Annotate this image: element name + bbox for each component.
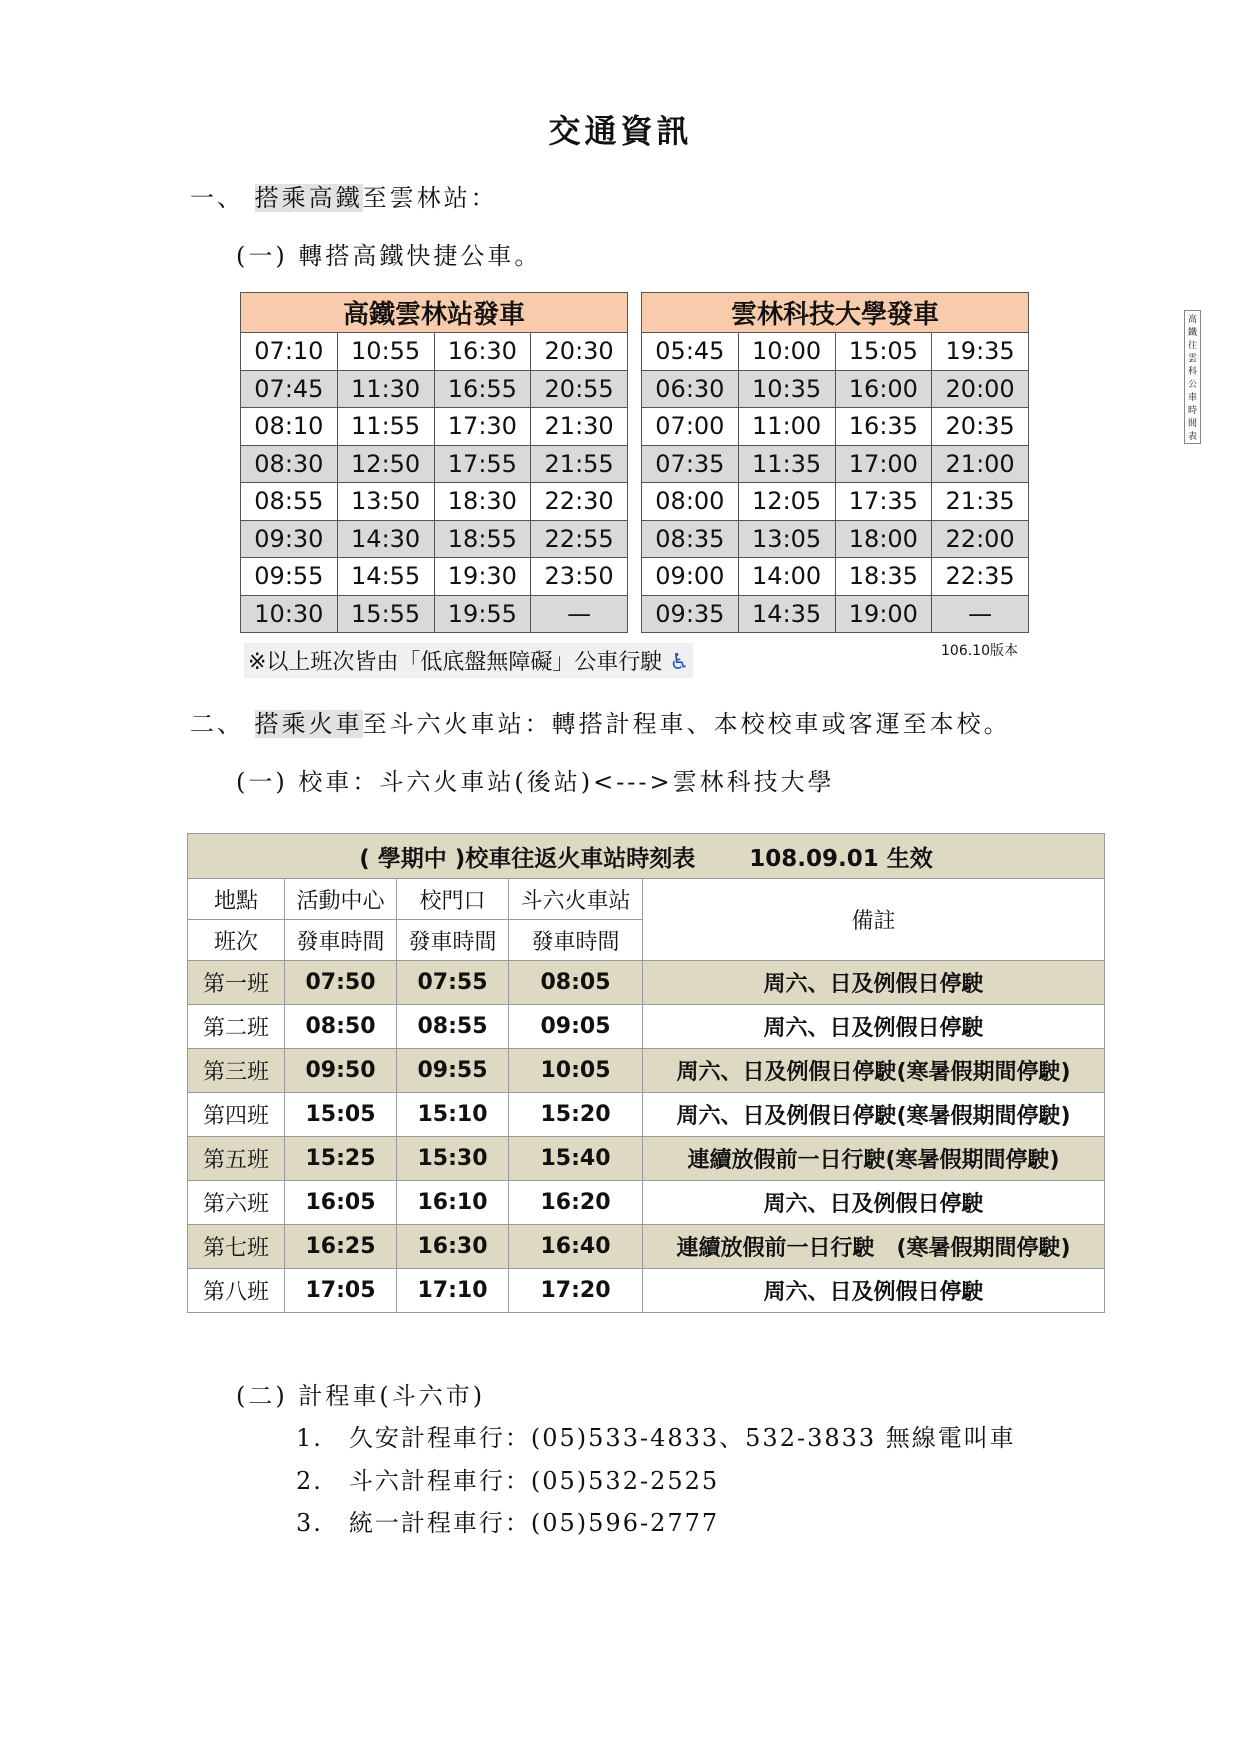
time-cell: 20:30	[531, 333, 628, 371]
taxi-item-2: 2. 斗六計程車行：(05)532-2525	[296, 1467, 720, 1495]
time-cell: 16:05	[285, 1181, 397, 1225]
time-cell: 12:50	[337, 445, 434, 483]
run-name: 第七班	[188, 1225, 285, 1269]
table-row	[188, 1181, 1105, 1225]
time-cell: 18:55	[434, 520, 531, 558]
run-name: 第五班	[188, 1137, 285, 1181]
table-row	[241, 520, 628, 558]
time-cell: 11:55	[337, 408, 434, 446]
time-cell: 09:35	[642, 595, 739, 633]
section-2-heading	[190, 704, 1011, 739]
time-cell: 07:45	[241, 370, 338, 408]
time-cell: 18:00	[835, 520, 932, 558]
time-cell: 22:00	[932, 520, 1029, 558]
table-row	[241, 370, 628, 408]
time-cell: 19:55	[434, 595, 531, 633]
time-cell: 15:25	[285, 1137, 397, 1181]
table-row	[241, 445, 628, 483]
section-2-sub: (一) 校車：斗六火車站(後站)<--->雲林科技大學	[236, 768, 835, 796]
time-cell: 20:00	[932, 370, 1029, 408]
time-cell: 09:55	[241, 558, 338, 596]
hsr-left-header: 高鐵雲林站發車	[241, 293, 628, 333]
remark-cell: 連續放假前一日行駛(寒暑假期間停駛)	[643, 1137, 1105, 1181]
time-cell: 13:50	[337, 483, 434, 521]
table-row	[241, 408, 628, 446]
section-1-highlight: 搭乘高鐵	[254, 184, 363, 212]
section-1-rest: 至雲林站：	[362, 184, 498, 212]
time-cell: 17:05	[285, 1269, 397, 1313]
section-1-sub: (一) 轉搭高鐵快捷公車。	[236, 242, 542, 270]
table-row	[642, 483, 1029, 521]
page-title: 交通資訊	[548, 112, 693, 150]
time-cell: 09:05	[509, 1005, 643, 1049]
time-cell: 18:35	[835, 558, 932, 596]
section-2-highlight: 搭乘火車	[254, 710, 363, 738]
time-cell: 22:55	[531, 520, 628, 558]
time-cell: 15:10	[397, 1093, 509, 1137]
time-cell: 15:05	[285, 1093, 397, 1137]
remark-cell: 連續放假前一日行駛 (寒暑假期間停駛)	[643, 1225, 1105, 1269]
time-cell: 15:40	[509, 1137, 643, 1181]
time-cell: 11:30	[337, 370, 434, 408]
hsr-timetable-image	[236, 292, 1198, 677]
time-cell: 08:10	[241, 408, 338, 446]
table-row	[188, 1137, 1105, 1181]
section-1-number: 一、	[190, 184, 244, 212]
remark-cell: 周六、日及例假日停駛	[643, 1269, 1105, 1313]
header-location: 地點	[188, 879, 285, 920]
time-cell: 10:55	[337, 333, 434, 371]
table-row	[642, 370, 1029, 408]
header-station: 斗六火車站	[509, 879, 643, 920]
table-row	[241, 333, 628, 371]
time-cell: 22:35	[932, 558, 1029, 596]
table-row	[188, 1269, 1105, 1313]
hsr-right-header: 雲林科技大學發車 高鐵往雲科公車時間表	[642, 293, 1029, 333]
table-row	[642, 408, 1029, 446]
time-cell: 16:25	[285, 1225, 397, 1269]
time-cell: 06:30	[642, 370, 739, 408]
header-activity-center: 活動中心	[285, 879, 397, 920]
table-row	[642, 520, 1029, 558]
run-name: 第一班	[188, 961, 285, 1005]
time-cell: 13:05	[738, 520, 835, 558]
time-cell: 11:00	[738, 408, 835, 446]
time-cell: 14:35	[738, 595, 835, 633]
time-cell: 07:35	[642, 445, 739, 483]
time-cell: 19:00	[835, 595, 932, 633]
time-cell: 16:30	[397, 1225, 509, 1269]
time-cell: 08:55	[397, 1005, 509, 1049]
time-cell: 16:35	[835, 408, 932, 446]
header-time-3: 發車時間	[509, 920, 643, 961]
time-cell: 10:30	[241, 595, 338, 633]
table-row	[188, 1049, 1105, 1093]
time-cell: 23:50	[531, 558, 628, 596]
time-cell: 19:35	[932, 333, 1029, 371]
time-cell: 10:35	[738, 370, 835, 408]
time-cell: 21:30	[531, 408, 628, 446]
table-row	[642, 558, 1029, 596]
time-cell: 07:55	[397, 961, 509, 1005]
table-row	[188, 1225, 1105, 1269]
run-name: 第六班	[188, 1181, 285, 1225]
time-cell: 17:35	[835, 483, 932, 521]
time-cell: 21:55	[531, 445, 628, 483]
section-2-rest: 至斗六火車站：轉搭計程車、本校校車或客運至本校。	[362, 710, 1011, 738]
table-row	[188, 1005, 1105, 1049]
accessibility-note: ※以上班次皆由「低底盤無障礙」公車行駛 ♿	[244, 643, 693, 678]
time-cell: 19:30	[434, 558, 531, 596]
time-cell: 08:35	[642, 520, 739, 558]
time-cell: 05:45	[642, 333, 739, 371]
time-cell: 17:10	[397, 1269, 509, 1313]
taxi-item-1: 1. 久安計程車行：(05)533-4833、532-3833 無線電叫車	[296, 1424, 1016, 1452]
time-cell: 14:30	[337, 520, 434, 558]
header-run: 班次	[188, 920, 285, 961]
remark-cell: 周六、日及例假日停駛	[643, 961, 1105, 1005]
table-row	[241, 595, 628, 633]
time-cell: 16:55	[434, 370, 531, 408]
table-row	[642, 445, 1029, 483]
time-cell: 17:55	[434, 445, 531, 483]
time-cell: 11:35	[738, 445, 835, 483]
time-cell: —	[932, 595, 1029, 633]
version-label: 106.10版本	[941, 643, 1018, 659]
table-row	[642, 595, 1029, 633]
time-cell: 10:00	[738, 333, 835, 371]
time-cell: 08:50	[285, 1005, 397, 1049]
header-time-1: 發車時間	[285, 920, 397, 961]
time-cell: 14:55	[337, 558, 434, 596]
taxi-title: (二) 計程車(斗六市)	[236, 1382, 486, 1410]
time-cell: 17:20	[509, 1269, 643, 1313]
time-cell: 07:50	[285, 961, 397, 1005]
time-cell: 16:20	[509, 1181, 643, 1225]
wheelchair-icon: ♿	[669, 650, 690, 675]
remark-cell: 周六、日及例假日停駛(寒暑假期間停駛)	[643, 1093, 1105, 1137]
hsr-left-table	[240, 292, 628, 633]
run-name: 第八班	[188, 1269, 285, 1313]
shuttle-caption: ( 學期中 )校車往返火車站時刻表 108.09.01 生效	[188, 834, 1105, 879]
time-cell: 16:40	[509, 1225, 643, 1269]
time-cell: 15:20	[509, 1093, 643, 1137]
time-cell: 08:55	[241, 483, 338, 521]
time-cell: 21:00	[932, 445, 1029, 483]
run-name: 第二班	[188, 1005, 285, 1049]
time-cell: 16:00	[835, 370, 932, 408]
remark-cell: 周六、日及例假日停駛(寒暑假期間停駛)	[643, 1049, 1105, 1093]
table-row	[188, 1093, 1105, 1137]
hsr-right-table	[641, 292, 1198, 633]
time-cell: 07:00	[642, 408, 739, 446]
time-cell: 21:35	[932, 483, 1029, 521]
time-cell: 20:35	[932, 408, 1029, 446]
remark-cell: 周六、日及例假日停駛	[643, 1005, 1105, 1049]
time-cell: 12:05	[738, 483, 835, 521]
time-cell: —	[531, 595, 628, 633]
table-row	[188, 961, 1105, 1005]
header-time-2: 發車時間	[397, 920, 509, 961]
section-2-number: 二、	[190, 710, 244, 738]
time-cell: 10:05	[509, 1049, 643, 1093]
table-row	[642, 333, 1029, 371]
time-cell: 08:00	[642, 483, 739, 521]
time-cell: 16:10	[397, 1181, 509, 1225]
table-row	[241, 483, 628, 521]
time-cell: 15:05	[835, 333, 932, 371]
time-cell: 16:30	[434, 333, 531, 371]
time-cell: 09:00	[642, 558, 739, 596]
time-cell: 08:05	[509, 961, 643, 1005]
time-cell: 15:55	[337, 595, 434, 633]
time-cell: 08:30	[241, 445, 338, 483]
time-cell: 07:10	[241, 333, 338, 371]
time-cell: 17:30	[434, 408, 531, 446]
taxi-item-3: 3. 統一計程車行：(05)596-2777	[296, 1509, 720, 1537]
time-cell: 22:30	[531, 483, 628, 521]
run-name: 第四班	[188, 1093, 285, 1137]
time-cell: 09:50	[285, 1049, 397, 1093]
stamp-label: 高鐵往雲科公車時間表	[1184, 310, 1201, 444]
time-cell: 14:00	[738, 558, 835, 596]
remark-cell: 周六、日及例假日停駛	[643, 1181, 1105, 1225]
header-gate: 校門口	[397, 879, 509, 920]
time-cell: 15:30	[397, 1137, 509, 1181]
shuttle-timetable	[187, 833, 1105, 1313]
time-cell: 09:55	[397, 1049, 509, 1093]
time-cell: 18:30	[434, 483, 531, 521]
time-cell: 09:30	[241, 520, 338, 558]
time-cell: 17:00	[835, 445, 932, 483]
section-1-heading	[190, 178, 498, 213]
table-row	[241, 558, 628, 596]
time-cell: 20:55	[531, 370, 628, 408]
run-name: 第三班	[188, 1049, 285, 1093]
header-remark: 備註	[643, 879, 1105, 961]
